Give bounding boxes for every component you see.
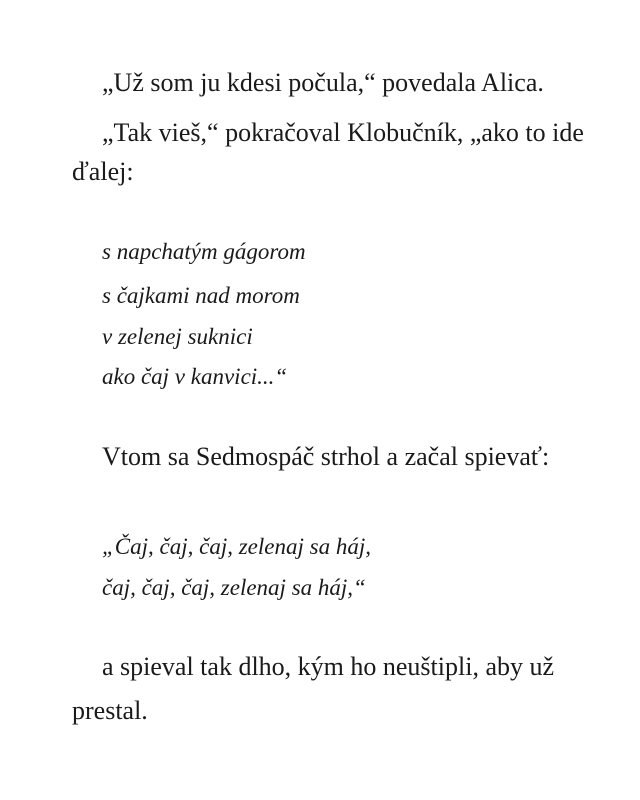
- verse-1-line-1: s napchatým gágorom: [102, 239, 306, 264]
- paragraph-ending-line-2: prestal.: [72, 696, 148, 725]
- paragraph-alice-line: „Už som ju kdesi počula,“ povedala Alica.: [102, 68, 544, 97]
- verse-1-line-3: v zelenej suknici: [102, 324, 253, 349]
- verse-1-line-4: ako čaj v kanvici...“: [102, 364, 288, 389]
- paragraph-ending-line-1: a spieval tak dlho, kým ho neuštipli, aby už: [102, 652, 555, 681]
- verse-1-line-2: s čajkami nad morom: [102, 283, 300, 308]
- paragraph-hatter-line-1: „Tak vieš,“ pokračoval Klobučník, „ako to ide: [102, 118, 584, 147]
- verse-2-line-2: čaj, čaj, čaj, zelenaj sa háj,“: [102, 575, 366, 600]
- paragraph-dormouse-line: Vtom sa Sedmospáč strhol a začal spievať:: [102, 442, 550, 471]
- paragraph-hatter-line-2: ďalej:: [72, 157, 134, 186]
- verse-2-line-1: „Čaj, čaj, čaj, zelenaj sa háj,: [102, 534, 371, 559]
